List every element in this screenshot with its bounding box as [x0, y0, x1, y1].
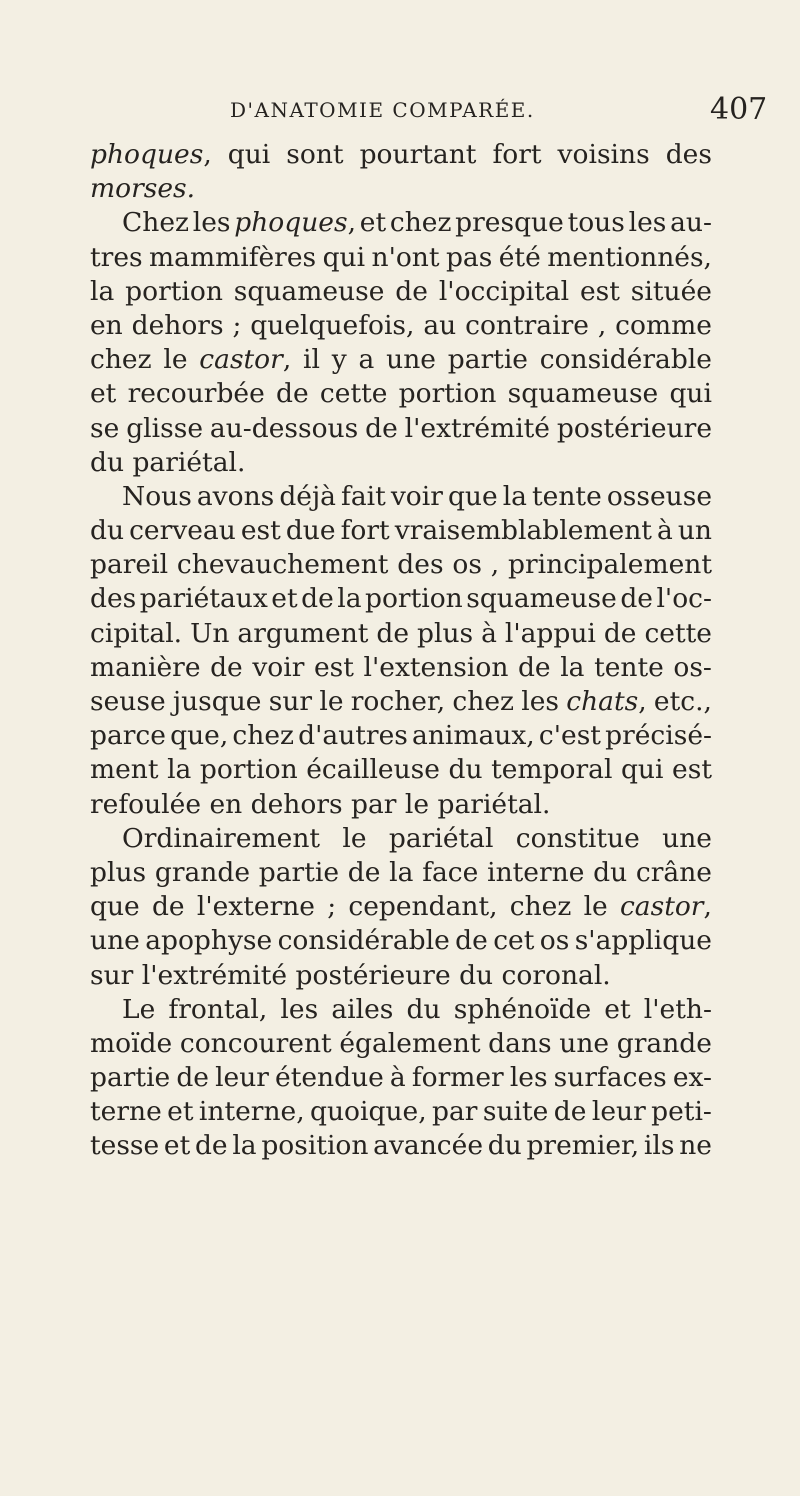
word: été [498, 241, 541, 273]
word: manière [90, 651, 201, 683]
word: du [406, 993, 441, 1025]
word: voir [252, 651, 305, 683]
word: du [487, 1130, 522, 1162]
word: cipital. [90, 617, 183, 649]
word: cette [319, 378, 388, 410]
word: tente [594, 651, 664, 683]
word: l'extrémité [404, 412, 550, 444]
word: sur [90, 959, 134, 991]
word: la [337, 583, 362, 615]
text-line [90, 1129, 712, 1163]
text-line [90, 309, 712, 343]
word: leur [591, 1096, 646, 1128]
word: et [163, 1130, 191, 1162]
word: il [303, 344, 320, 376]
word: refoulée [90, 788, 202, 820]
word: postérieure [295, 959, 451, 991]
word: et [359, 207, 387, 239]
word: de [210, 651, 243, 683]
text-line [90, 548, 712, 582]
word: chez [232, 720, 294, 752]
word: etc., [653, 686, 712, 717]
text-line [90, 275, 712, 309]
word: dehors [250, 788, 343, 820]
word: seuse [90, 686, 166, 717]
word: l'eth- [643, 993, 712, 1025]
word: et [271, 583, 298, 615]
word: plus [90, 856, 147, 888]
word: chevauchement [176, 549, 389, 581]
word: à [481, 617, 497, 649]
italic-word: castor, [199, 344, 292, 376]
word: une [386, 344, 436, 376]
word: de [301, 583, 334, 615]
italic-word: castor, [619, 891, 712, 923]
word: partie [447, 344, 528, 376]
word: des [397, 549, 444, 581]
word: cependant, [348, 891, 498, 923]
word: mammifères [149, 241, 317, 273]
text-line [90, 138, 712, 172]
text-line [90, 172, 712, 206]
word: au-dessous [209, 412, 359, 444]
word: les [628, 207, 667, 239]
word: ; [327, 891, 337, 923]
word: les [280, 993, 319, 1025]
word: ex- [672, 1062, 712, 1094]
word: à [389, 1062, 406, 1094]
word: précisé- [605, 720, 712, 752]
word: comme [615, 309, 712, 341]
word: tres [90, 241, 143, 273]
word: Nous [122, 480, 192, 512]
word: les [509, 1062, 548, 1094]
word: tente [532, 480, 602, 512]
word: terne [90, 1096, 162, 1128]
word: de [151, 891, 185, 923]
word: grande [154, 856, 251, 888]
word: et [167, 1096, 194, 1128]
word: jusque [172, 686, 262, 717]
word: considérable [277, 925, 450, 957]
word: l'appui [504, 617, 596, 649]
word: tesse [90, 1130, 160, 1162]
word: chez [452, 686, 514, 717]
word: sont [286, 139, 344, 170]
word: portion [199, 754, 298, 786]
word: une [559, 1027, 610, 1059]
word: est [313, 651, 354, 683]
text-line [90, 890, 712, 924]
word: la [167, 754, 192, 786]
word: n'ont [371, 241, 440, 273]
italic-word: phoques, [234, 207, 357, 239]
word: ils [643, 1130, 675, 1162]
word: Chez [122, 207, 189, 239]
word: peti- [651, 1096, 712, 1128]
text-line [90, 651, 712, 685]
word: pariétal. [132, 446, 246, 478]
word: coronal. [501, 959, 611, 991]
word: Un [190, 617, 230, 649]
word: à [657, 515, 673, 547]
word: chez [90, 344, 152, 376]
text-line [90, 241, 712, 275]
word: la [232, 1130, 257, 1162]
word: les [521, 686, 559, 717]
word: de [603, 617, 637, 649]
word: glisse [126, 412, 203, 444]
word: par [432, 1096, 478, 1128]
word: pariétal. [437, 788, 551, 820]
word: également [339, 1027, 481, 1059]
word: former [411, 1062, 504, 1094]
word: fait [341, 480, 386, 512]
word: ; [232, 309, 242, 341]
word: pas [445, 241, 493, 273]
word: au- [670, 207, 712, 239]
page-header [0, 92, 800, 132]
text-line [90, 377, 712, 411]
italic-word: chats, [566, 686, 647, 717]
word: crâne [635, 856, 712, 888]
word: la [90, 275, 115, 307]
word: qui [227, 139, 271, 170]
word: étendue [275, 1062, 384, 1094]
text-line [90, 993, 712, 1027]
word: frontal, [168, 993, 268, 1025]
word: cet [493, 925, 535, 957]
word: pourtant [359, 139, 477, 170]
word: l'extrémité [141, 959, 288, 991]
word: de [553, 1096, 587, 1128]
text-line [90, 753, 712, 787]
italic-word: phoques, [90, 139, 212, 170]
word: la [560, 651, 585, 683]
word: contraire [465, 309, 589, 341]
text-line [90, 343, 712, 377]
text-line [90, 480, 712, 514]
word: , [597, 309, 607, 341]
word: squameuse [507, 378, 659, 410]
word: rocher, [350, 686, 446, 717]
word: principalement [508, 549, 712, 581]
word: ment [90, 754, 159, 786]
word: due [285, 515, 336, 547]
word: de [347, 856, 381, 888]
word: est [579, 275, 620, 307]
text-line [90, 582, 712, 616]
text-line [90, 206, 712, 240]
word: la [389, 856, 414, 888]
word: c'est [538, 720, 601, 752]
word: cerveau [129, 515, 236, 547]
word: a [358, 344, 375, 376]
word: squameuse [466, 583, 617, 615]
word: position [261, 1130, 369, 1162]
word: l'extension [363, 651, 509, 683]
text-line [90, 617, 712, 651]
text-line [90, 822, 712, 856]
text-line [90, 959, 712, 993]
word: leur [215, 1062, 269, 1094]
word: Le [122, 993, 156, 1025]
word: quelquefois, [250, 309, 415, 341]
word: squameuse [233, 275, 385, 307]
word: en [209, 788, 243, 820]
word: partie [258, 856, 340, 888]
text-line [90, 446, 712, 480]
word: l'oc- [656, 583, 712, 615]
word: de [276, 378, 309, 410]
text-line [90, 856, 712, 890]
word: est [672, 754, 712, 786]
word: avancée [373, 1130, 483, 1162]
word: une [90, 925, 140, 957]
word: apophyse [145, 925, 273, 957]
word: dehors [131, 309, 224, 341]
word: du [448, 754, 483, 786]
word: sur [268, 686, 313, 717]
word: des [665, 139, 712, 170]
word: de [194, 1130, 228, 1162]
word: sphénoïde [453, 993, 592, 1025]
word: l'occipital [438, 275, 570, 307]
word: tous [567, 207, 625, 239]
word: fort [492, 139, 542, 170]
word: du [90, 446, 125, 478]
word: écailleuse [306, 754, 440, 786]
word: qui [620, 754, 664, 786]
text-line [90, 1027, 712, 1061]
word: suite [482, 1096, 549, 1128]
word: de [395, 275, 428, 307]
word: les [192, 207, 231, 239]
text-line [90, 924, 712, 958]
word: y [331, 344, 347, 376]
word: presque [455, 207, 564, 239]
word: interne [487, 856, 585, 888]
word: ailes [331, 993, 394, 1025]
body-text [90, 138, 712, 1164]
word: moïde [90, 1027, 173, 1059]
word: l'externe [196, 891, 315, 923]
word: est [240, 515, 281, 547]
word: par [351, 788, 397, 820]
word: os- [673, 651, 712, 683]
word: parce [90, 720, 166, 752]
word: cette [644, 617, 712, 649]
text-line [90, 685, 712, 719]
word: au [423, 309, 457, 341]
word: et [90, 378, 117, 410]
word: plus [417, 617, 474, 649]
text-line [90, 412, 712, 446]
word: osseuse [606, 480, 712, 512]
word: de [620, 583, 653, 615]
word: grande [616, 1027, 712, 1059]
text-line [90, 719, 712, 753]
word: qui [322, 241, 366, 273]
word: , [490, 549, 500, 581]
word: le [583, 891, 608, 923]
word: interne, [198, 1096, 305, 1128]
word: portion [125, 275, 223, 307]
word: pariétaux [139, 583, 268, 615]
word: de [376, 617, 410, 649]
word: pareil [90, 549, 169, 581]
word: voir [390, 480, 443, 512]
word: avons [196, 480, 275, 512]
word: considérable [539, 344, 712, 376]
word: le [163, 344, 188, 376]
word: et [604, 993, 631, 1025]
word: que [90, 891, 140, 923]
word: pariétal [388, 822, 494, 854]
word: en [90, 309, 123, 341]
italic-word: morses. [90, 173, 196, 205]
running-title: D'ANATOMIE COMPARÉE. [230, 98, 535, 122]
word: située [630, 275, 712, 307]
word: animaux, [412, 720, 535, 752]
word: qui [669, 378, 712, 410]
text-line [90, 1095, 712, 1129]
word: os [452, 549, 482, 581]
word: concourent [179, 1027, 332, 1059]
word: mentionnés, [547, 241, 712, 273]
word: chez [389, 207, 452, 239]
word: os [539, 925, 570, 957]
word: premier, [526, 1130, 640, 1162]
word: ne [679, 1130, 712, 1162]
word: voisins [557, 139, 650, 170]
text-line [90, 1061, 712, 1095]
word: du [459, 959, 494, 991]
word: de [176, 1062, 209, 1094]
word: le [404, 788, 430, 820]
page-number: 407 [710, 92, 768, 127]
word: Ordinairement [122, 822, 321, 854]
word: le [342, 822, 367, 854]
word: de [365, 412, 398, 444]
word: la [502, 480, 527, 512]
word: d'autres [298, 720, 408, 752]
word: postérieure [556, 412, 712, 444]
word: que, [170, 720, 229, 752]
word: s'applique [574, 925, 712, 957]
word: face [422, 856, 479, 888]
word: dans [488, 1027, 552, 1059]
word: du [90, 515, 125, 547]
word: le [319, 686, 344, 717]
text-line [90, 788, 712, 822]
word: du [593, 856, 628, 888]
word: portion [365, 583, 463, 615]
word: déjà [279, 480, 336, 512]
word: recourbée [127, 378, 265, 410]
word: vraisemblablement [394, 515, 652, 547]
word: portion [398, 378, 497, 410]
text-line [90, 514, 712, 548]
word: constitue [515, 822, 640, 854]
word: que [447, 480, 498, 512]
word: de [455, 925, 488, 957]
word: un [677, 515, 712, 547]
word: chez [509, 891, 572, 923]
word: quoique, [310, 1096, 427, 1128]
word: temporal [491, 754, 613, 786]
word: surfaces [553, 1062, 667, 1094]
word: se [90, 412, 120, 444]
word: des [90, 583, 137, 615]
word: partie [90, 1062, 171, 1094]
word: argument [237, 617, 369, 649]
word: fort [340, 515, 390, 547]
word: de [517, 651, 551, 683]
word: une [662, 822, 712, 854]
